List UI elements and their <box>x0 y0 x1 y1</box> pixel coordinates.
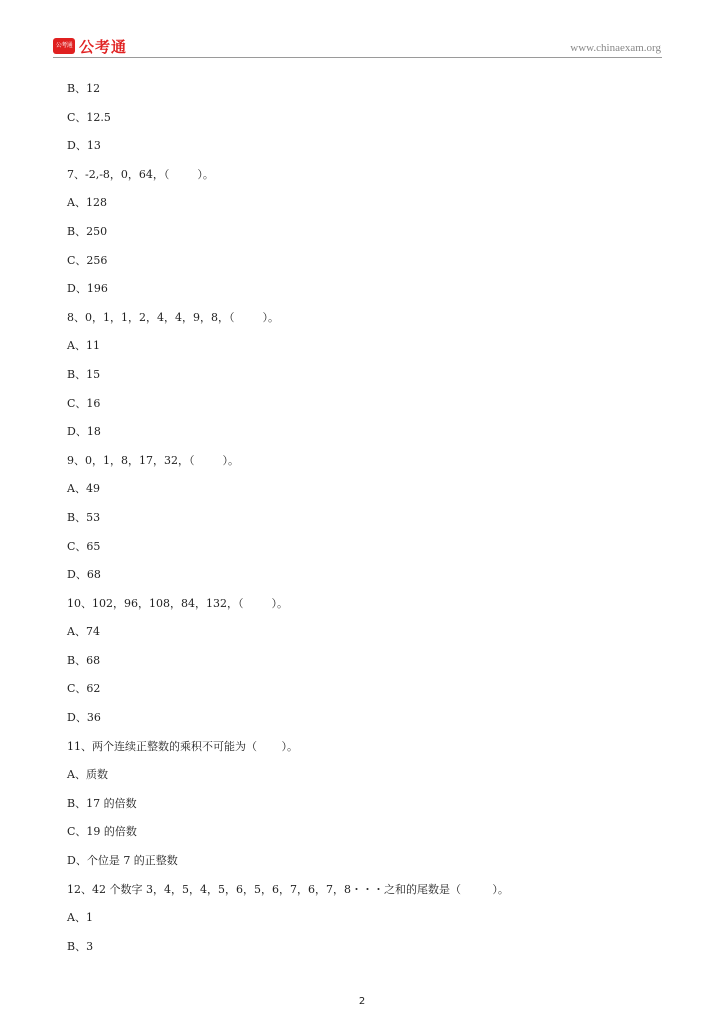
question-line: 11、两个连续正整数的乘积不可能为（ ）。 <box>67 739 298 753</box>
text-line: B、250 <box>67 224 108 238</box>
logo <box>53 36 127 56</box>
text-line: A、74 <box>67 625 100 639</box>
text-line: B、3 <box>67 939 94 953</box>
text-line: A、质数 <box>67 768 108 782</box>
text-line: B、15 <box>67 367 101 381</box>
question-content <box>67 80 657 966</box>
text-line: D、36 <box>67 711 101 725</box>
question-line: 9、0，1，8，17，32，（ ）。 <box>67 453 239 467</box>
text-line: A、128 <box>67 196 107 210</box>
text-line: D、个位是 7 的正整数 <box>67 854 178 868</box>
text-line: D、68 <box>67 568 101 582</box>
text-line: A、1 <box>67 911 93 925</box>
question-line: 7、-2,-8，0，64，（ ）。 <box>67 167 214 181</box>
text-line: D、196 <box>67 282 108 296</box>
question-line: 12、42 个数字 3，4，5，4，5，6，5，6，7，6，7，8・・・之和的尾数是（ ）。 <box>67 882 509 896</box>
text-line: A、49 <box>67 482 100 496</box>
question-line: 8、0，1，1，2，4，4，9，8，（ ）。 <box>67 310 279 324</box>
text-line: B、17 的倍数 <box>67 796 137 810</box>
text-line: B、12 <box>67 82 101 95</box>
page-number: 2 <box>358 996 366 1007</box>
text-line: D、13 <box>67 139 101 153</box>
logo-badge-icon: 公考通 <box>53 38 75 54</box>
text-line: C、12.5 <box>67 110 111 124</box>
text-line: C、256 <box>67 253 108 267</box>
text-line: C、62 <box>67 682 101 696</box>
text-line: D、18 <box>67 425 101 439</box>
text-line: B、68 <box>67 653 101 667</box>
text-line: C、16 <box>67 396 101 410</box>
site-url: www.chinaexam.org <box>570 42 661 54</box>
question-line: 10、102，96，108，84，132，（ ）。 <box>67 596 288 610</box>
page-header <box>53 36 661 58</box>
header-divider <box>53 57 662 58</box>
text-line: B、53 <box>67 510 101 524</box>
text-line: C、65 <box>67 539 101 553</box>
text-line: A、11 <box>67 339 100 353</box>
logo-text: 公考通 <box>79 37 128 56</box>
text-line: C、19 的倍数 <box>67 825 137 839</box>
